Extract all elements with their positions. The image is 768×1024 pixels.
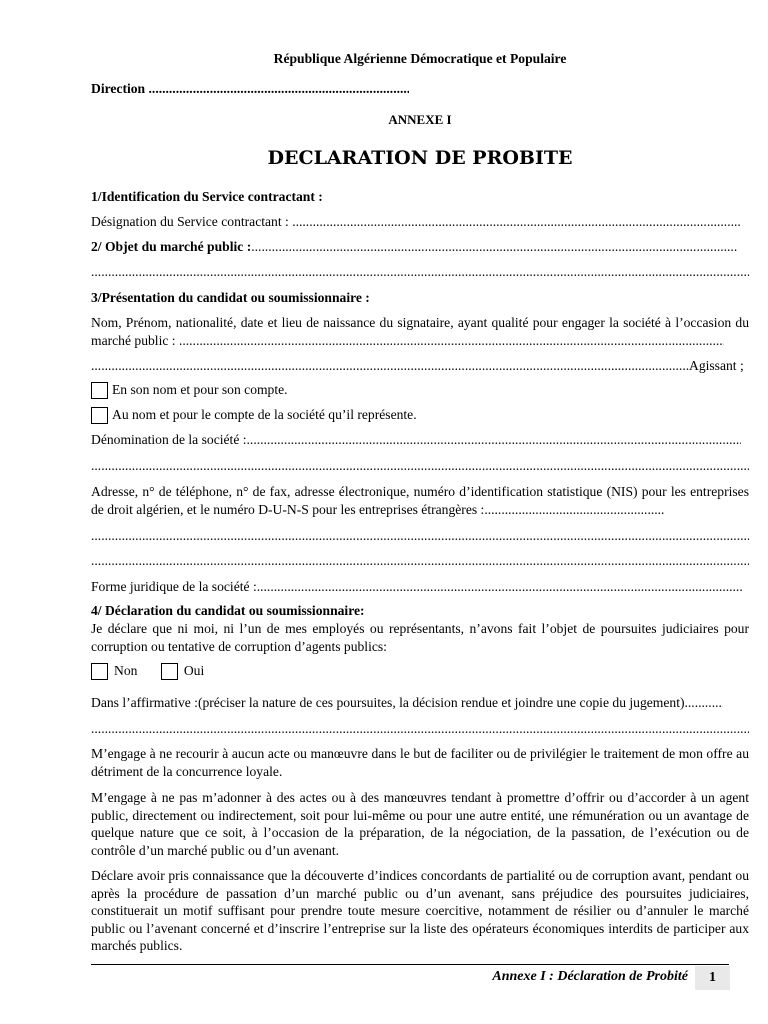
legal-form-fill[interactable] bbox=[257, 578, 742, 596]
annex-label: ANNEXE I bbox=[388, 112, 452, 127]
republic-heading: République Algérienne Démocratique et Populaire bbox=[273, 51, 567, 66]
section3-heading: 3/Présentation du candidat ou soumissionnaire : bbox=[91, 290, 370, 305]
address-paragraph bbox=[91, 483, 749, 518]
object-fill-line-2[interactable] bbox=[91, 263, 749, 281]
direction-line bbox=[91, 80, 749, 98]
oui-checkbox[interactable] bbox=[161, 663, 178, 680]
footer-divider bbox=[91, 964, 729, 965]
legal-form-label: Forme juridique de la société : bbox=[91, 579, 257, 594]
option-own-label: En son nom et pour son compte. bbox=[112, 382, 288, 397]
address-text: Adresse, n° de téléphone, n° de fax, adresse électronique, numéro d’identification statistique (NIS) pour les entreprises de droit algérien, et le numéro D-U-N-S pour les entreprises étrangères : bbox=[91, 484, 749, 517]
address-fill-line-2[interactable] bbox=[91, 527, 749, 545]
footer-label: Annexe I : Déclaration de Probité bbox=[492, 969, 688, 984]
denomination-line bbox=[91, 431, 749, 449]
direction-fill[interactable] bbox=[149, 80, 409, 98]
section4-heading: 4/ Déclaration du candidat ou soumissionnaire: bbox=[91, 603, 365, 618]
address-fill-line-3[interactable] bbox=[91, 552, 749, 570]
non-checkbox[interactable] bbox=[91, 663, 108, 680]
statement-paragraph: Je déclare que ni moi, ni l’un de mes employés ou représentants, n’avons fait l’objet de poursuites judiciaires pour corruption ou tentative de corruption d’agents publics: bbox=[91, 621, 749, 654]
option-company-label: Au nom et pour le compte de la société qu’il représente. bbox=[112, 407, 417, 422]
oui-label: Oui bbox=[183, 663, 205, 678]
own-account-checkbox[interactable] bbox=[91, 382, 108, 399]
address-fill[interactable] bbox=[484, 501, 664, 519]
page-number: 1 bbox=[695, 966, 730, 990]
section1-heading: 1/Identification du Service contractant : bbox=[91, 189, 323, 204]
denomination-fill-line-2[interactable] bbox=[91, 457, 749, 475]
non-oui-row bbox=[91, 662, 749, 680]
company-account-checkbox[interactable] bbox=[91, 407, 108, 424]
engage2-paragraph: M’engage à ne pas m’adonner à des actes ou à des manœuvres tendant à promettre d’offrir ou d’accorder à un agent public, directement ou indirectement, soit pour lui-même ou pour une autre entité, une rémunération ou un avantage de quelque nature que ce soit, à l’occasion de la préparation, de la négociation, de la passation, de l’exécution ou de contrôle d’un marché public ou d’un avenant. bbox=[91, 790, 749, 858]
signatory-paragraph bbox=[91, 314, 749, 349]
option-own-row bbox=[91, 381, 749, 399]
section2-line bbox=[91, 238, 749, 256]
engage1-paragraph: M’engage à ne recourir à aucun acte ou manœuvre dans le but de faciliter ou de privilégier le traitement de mon offre au détriment de la concurrence loyale. bbox=[91, 746, 749, 779]
affirmative-line bbox=[91, 694, 749, 712]
legal-form-line bbox=[91, 578, 749, 596]
affirmative-fill[interactable] bbox=[685, 694, 723, 712]
designation-fill[interactable] bbox=[292, 213, 741, 231]
agissant-line bbox=[91, 357, 751, 375]
signatory-fill-2[interactable] bbox=[91, 357, 689, 375]
affirmative-fill-line-2[interactable] bbox=[91, 720, 749, 738]
designation-line bbox=[91, 213, 749, 231]
denomination-fill[interactable] bbox=[247, 431, 741, 449]
object-fill[interactable] bbox=[251, 238, 738, 256]
signatory-fill[interactable] bbox=[179, 332, 724, 350]
denomination-label: Dénomination de la société : bbox=[91, 432, 247, 447]
non-label: Non bbox=[114, 663, 138, 678]
direction-label: Direction bbox=[91, 81, 149, 96]
section2-heading: 2/ Objet du marché public : bbox=[91, 239, 252, 254]
page-title: DECLARATION DE PROBITE bbox=[267, 147, 573, 169]
declare-paragraph: Déclare avoir pris connaissance que la découverte d’indices concordants de partialité ou de corruption avant, pendant ou après la procédure de passation d’un marché public ou d’un avenant, sans préjudice des poursuites judiciaires, constituerait un motif suffisant pour prendre toute mesure coercitive, notamment de résilier ou d’annuler le marché public ou l’avenant concerné et d’inscrire l’entreprise sur la liste des opérateurs économiques interdits de participer aux marchés publics. bbox=[91, 868, 749, 953]
designation-label: Désignation du Service contractant : bbox=[91, 214, 293, 229]
agissant-label: Agissant ; bbox=[689, 358, 744, 373]
affirmative-text: Dans l’affirmative :(préciser la nature de ces poursuites, la décision rendue et joindre une copie du jugement) bbox=[91, 695, 685, 710]
option-company-row bbox=[91, 406, 749, 424]
signatory-text: Nom, Prénom, nationalité, date et lieu de naissance du signataire, ayant qualité pour engager la société à l’occasion du marché public : bbox=[91, 315, 749, 348]
